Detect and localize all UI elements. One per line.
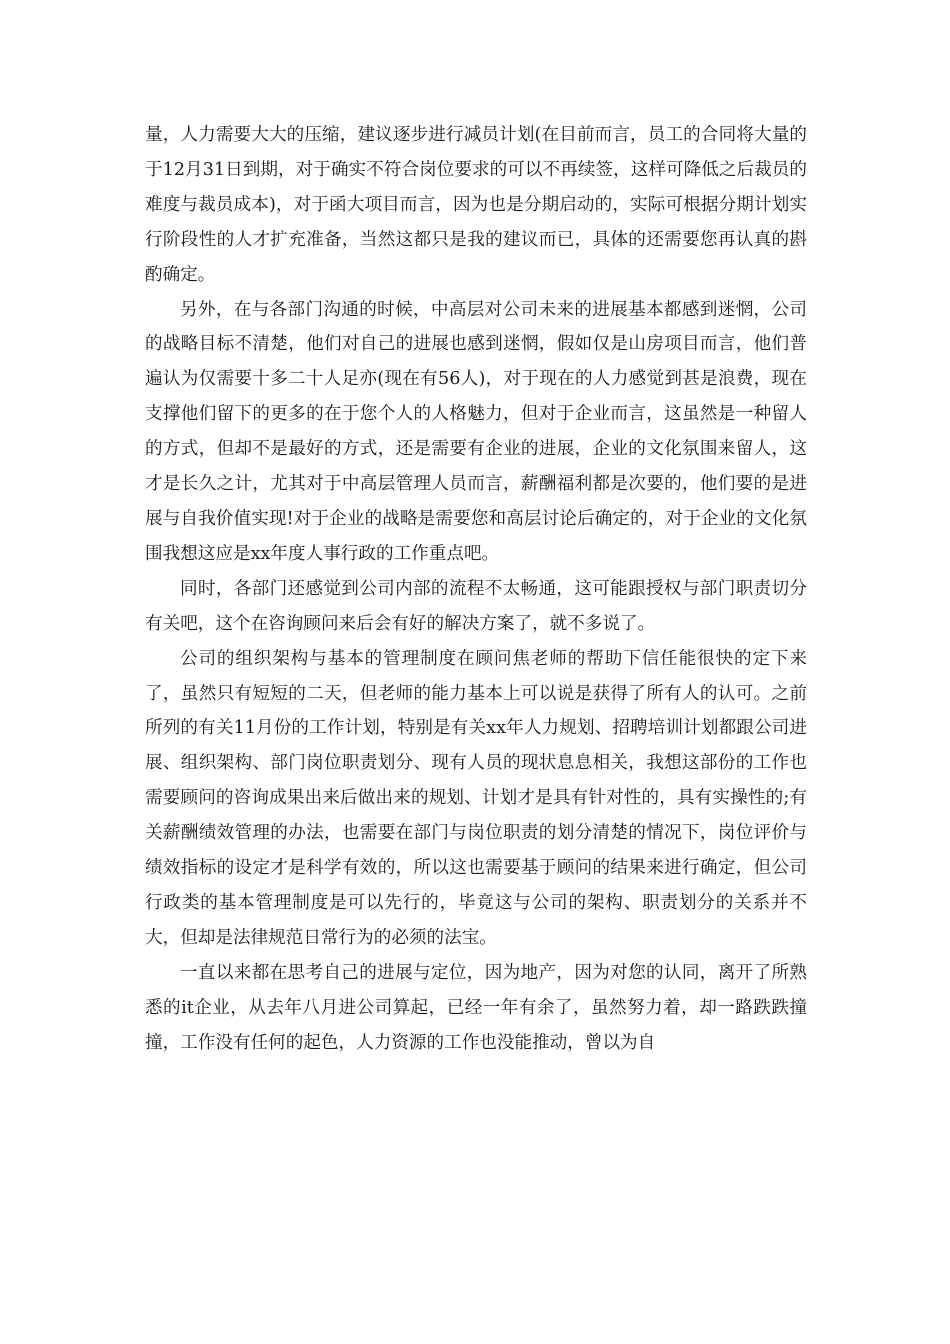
paragraph-4: 公司的组织架构与基本的管理制度在顾问焦老师的帮助下信任能很快的定下来了，虽然只有短短的二天，但老师的能力基本上可以说是获得了所有人的认可。之前所列的有关11月份的工作计划，特别是有关xx年人力规划、招聘培训计划都跟公司进展、组织架构、部门岗位职责划分、现有人员的现状息息相关，我想这部份的工作也需要顾问的咨询成果出来后做出来的规划、计划才是具有针对性的，具有实操性的;有关薪酬绩效管理的办法，也需要在部门与岗位职责的划分清楚的情况下，岗位评价与绩效指标的设定才是科学有效的，所以这也需要基于顾问的结果来进行确定，但公司行政类的基本管理制度是可以先行的，毕竟这与公司的架构、职责划分的关系并不大，但却是法律规范日常行为的必须的法宝。 <box>145 648 807 948</box>
paragraph-3: 同时，各部门还感觉到公司内部的流程不太畅通，这可能跟授权与部门职责切分有关吧，这个在咨询顾问来后会有好的解决方案了，就不多说了。 <box>145 578 807 634</box>
paragraph-5: 一直以来都在思考自己的进展与定位，因为地产，因为对您的认同，离开了所熟悉的it企业，从去年八月进公司算起，已经一年有余了，虽然努力着，却一路跌跌撞撞，工作没有任何的起色，人力资源的工作也没能推动，曾以为自 <box>145 962 807 1053</box>
paragraph-1: 量，人力需要大大的压缩，建议逐步进行减员计划(在目前而言，员工的合同将大量的于12月31日到期，对于确实不符合岗位要求的可以不再续签，这样可降低之后裁员的难度与裁员成本)，对于函大项目而言，因为也是分期启动的，实际可根据分期计划实行阶段性的人才扩充准备，当然这都只是我的建议而已，具体的还需要您再认真的斟酌确定。 <box>145 125 807 285</box>
paragraph-2: 另外，在与各部门沟通的时候，中高层对公司未来的进展基本都感到迷惘，公司的战略目标不清楚，他们对自己的进展也感到迷惘，假如仅是山房项目而言，他们普遍认为仅需要十多二十人足亦(现在有56人)，对于现在的人力感觉到甚是浪费，现在支撑他们留下的更多的在于您个人的人格魅力，但对于企业而言，这虽然是一种留人的方式，但却不是最好的方式，还是需要有企业的进展，企业的文化氛围来留人，这才是长久之计，尤其对于中高层管理人员而言，薪酬福利都是次要的，他们要的是进展与自我价值实现!对于企业的战略是需要您和高层讨论后确定的，对于企业的文化氛围我想这应是xx年度人事行政的工作重点吧。 <box>145 299 807 564</box>
document-body <box>145 118 807 1060</box>
